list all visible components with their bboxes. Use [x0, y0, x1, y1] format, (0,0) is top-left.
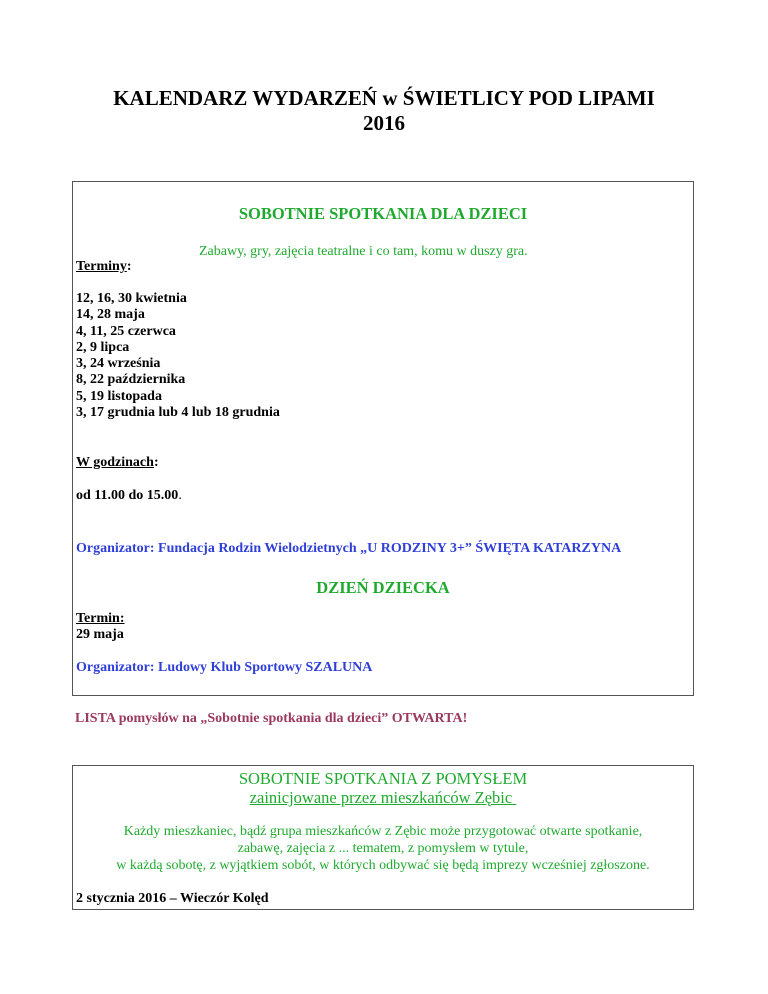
hours-label-colon: :	[153, 455, 159, 470]
date-item: 8, 22 października	[76, 372, 186, 388]
hours-label-text: W godzinach	[76, 455, 154, 470]
date-item: 14, 28 maja	[76, 307, 145, 323]
hours-label	[76, 455, 159, 472]
idea-meetings-box	[72, 765, 694, 910]
childrens-day-heading: DZIEŃ DZIECKA	[316, 578, 450, 597]
saturday-meetings-box	[72, 181, 694, 696]
page-title-line1: KALENDARZ WYDARZEŃ w ŚWIETLICY POD LIPAMI	[113, 86, 655, 110]
date-item: 2, 9 lipca	[76, 339, 130, 355]
idea-meetings-description	[73, 823, 693, 874]
saturday-meetings-heading: SOBOTNIE SPOTKANIA DLA DZIECI	[238, 204, 528, 223]
hours-value-period: .	[178, 488, 182, 503]
terms-label	[76, 259, 132, 276]
hours-value	[76, 488, 182, 505]
description-line: w każdą sobotę, z wyjątkiem sobót, w których odbywać się będą imprezy wcześniej zgłoszone.	[116, 858, 650, 873]
page-title	[0, 86, 768, 136]
childrens-day-term-value: 29 maja	[76, 627, 124, 642]
childrens-day-term-label: Termin:	[76, 611, 125, 626]
terms-label-colon: :	[126, 259, 132, 274]
ideas-list-notice: LISTA pomysłów na „Sobotnie spotkania dla dzieci” OTWARTA!	[75, 711, 468, 726]
date-item: 3, 17 grudnia lub 4 lub 18 grudnia	[76, 405, 280, 421]
description-line: zabawę, zajęcia z ... tematem, z pomysłem w tytule,	[237, 841, 529, 856]
first-event-line: 2 stycznia 2016 – Wieczór Kolęd	[76, 891, 269, 906]
description-line: Każdy mieszkaniec, bądź grupa mieszkańców z Zębic może przygotować otwarte spotkanie,	[123, 824, 643, 839]
idea-meetings-heading: SOBOTNIE SPOTKANIA Z POMYSŁEM	[238, 769, 528, 788]
date-item: 4, 11, 25 czerwca	[76, 323, 176, 339]
terms-label-text: Terminy	[76, 259, 127, 274]
dates-list	[76, 291, 280, 421]
childrens-day-organizer: Organizator: Ludowy Klub Sportowy SZALUNA	[76, 660, 373, 675]
date-item: 12, 16, 30 kwietnia	[76, 291, 187, 306]
idea-meetings-subheading: zainicjowane przez mieszkańców Zębic	[249, 788, 517, 807]
organizer-line: Organizator: Fundacja Rodzin Wielodzietnych „U RODZINY 3+” ŚWIĘTA KATARZYNA	[76, 541, 622, 556]
date-item: 5, 19 listopada	[76, 388, 162, 404]
saturday-meetings-subtitle: Zabawy, gry, zajęcia teatralne i co tam, komu w duszy gra.	[199, 244, 528, 259]
page-title-year: 2016	[363, 111, 405, 135]
hours-value-text: od 11.00 do 15.00	[76, 488, 179, 503]
date-item: 3, 24 września	[76, 356, 161, 372]
